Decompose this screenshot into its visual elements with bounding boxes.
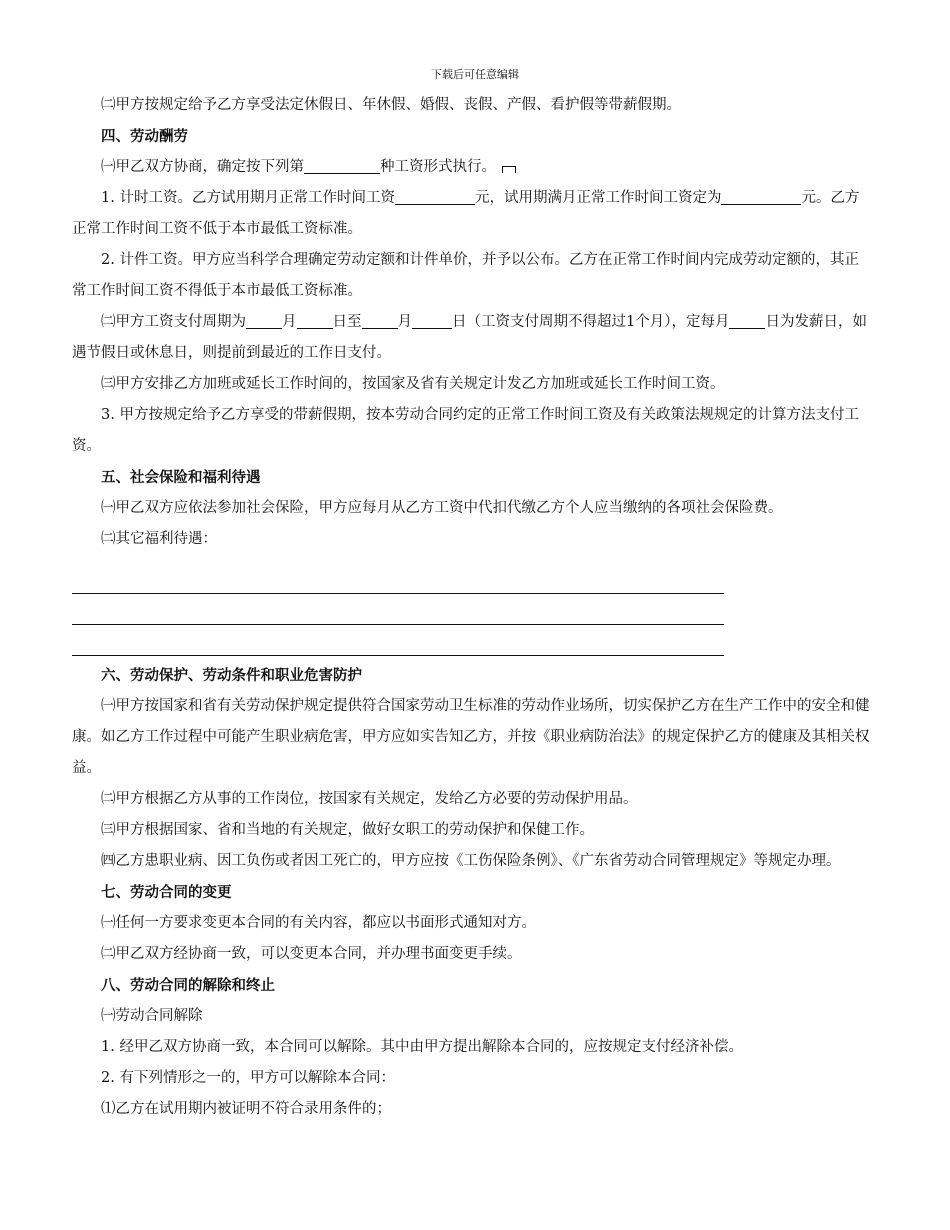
text-segment: 月 <box>397 314 412 330</box>
blank-field[interactable] <box>362 310 398 329</box>
fill-line[interactable] <box>72 625 724 656</box>
text-segment: ㈡甲方工资支付周期为 <box>101 314 246 330</box>
paragraph-overtime: ㈢甲方安排乙方加班或延长工作时间的，按国家及省有关规定计发乙方加班或延长工作时间工资。 <box>101 376 725 392</box>
paragraph-pay-cycle <box>72 307 872 369</box>
blank-field[interactable] <box>721 186 801 205</box>
text-segment: 1. 计时工资。乙方试用期月正常工作时间工资 <box>101 190 395 206</box>
paragraph-time-wage <box>72 183 872 245</box>
benefits-fill-lines <box>72 555 872 660</box>
text-segment: 日至 <box>332 314 362 330</box>
blank-field[interactable] <box>412 310 452 329</box>
blank-field[interactable] <box>395 186 475 205</box>
paragraph-probation-condition: ⑴乙方在试用期内被证明不符合录用条件的； <box>101 1101 391 1117</box>
text-segment: 元，试用期满月正常工作时间工资定为 <box>474 190 722 206</box>
text-segment: 种工资形式执行。 <box>380 159 496 175</box>
paragraph-paid-leave: ㈡甲方按规定给予乙方享受法定休假日、年休假、婚假、丧假、产假、看护假等带薪假期。 <box>101 97 681 113</box>
page-header: 下载后可任意编辑 <box>431 68 519 81</box>
blank-field[interactable] <box>729 310 765 329</box>
fill-line[interactable] <box>72 563 724 594</box>
fill-line[interactable] <box>72 594 724 625</box>
section-title-remuneration: 四、劳动酬劳 <box>101 128 188 145</box>
paragraph-wage-form <box>72 152 872 183</box>
paragraph-change-notice: ㈠任何一方要求变更本合同的有关内容，都应以书面形式通知对方。 <box>101 915 536 931</box>
blank-field[interactable] <box>297 310 333 329</box>
section-title-insurance: 五、社会保险和福利待遇 <box>101 469 261 486</box>
paragraph-other-benefits: ㈡其它福利待遇： <box>101 531 217 547</box>
blank-field[interactable] <box>304 155 380 174</box>
section-title-termination: 八、劳动合同的解除和终止 <box>101 977 275 994</box>
paragraph-change-agreement: ㈡甲乙双方经协商一致，可以变更本合同，并办理书面变更手续。 <box>101 946 522 962</box>
section-title-labor-protection: 六、劳动保护、劳动条件和职业危害防护 <box>101 667 362 684</box>
blank-field[interactable] <box>246 310 282 329</box>
paragraph-employer-termination: 2. 有下列情形之一的，甲方可以解除本合同： <box>101 1070 395 1086</box>
text-segment: 元。乙方正常工作时间工资不低于本市最低工资标准。 <box>72 190 860 237</box>
paragraph-female-workers: ㈢甲方根据国家、省和当地的有关规定，做好女职工的劳动保护和保健工作。 <box>101 822 594 838</box>
paragraph-piece-wage: 2. 计件工资。甲方应当科学合理确定劳动定额和计件单价，并予以公布。乙方在正常工作时间内完成劳动定额的，其正常工作时间工资不得低于本市最低工资标准。 <box>72 252 859 299</box>
paragraph-workplace-safety: ㈠甲方按国家和省有关劳动保护规定提供符合国家劳动卫生标准的劳动作业场所，切实保护乙方在生产工作中的安全和健康。如乙方工作过程中可能产生职业病危害，甲方应如实告知乙方，并按《职业病防治法》的规定保护乙方的健康及其相关权益。 <box>72 698 870 776</box>
paragraph-social-insurance: ㈠甲乙双方应依法参加社会保险，甲方应每月从乙方工资中代扣代缴乙方个人应当缴纳的各项社会保险费。 <box>101 500 783 516</box>
paragraph-occupational-injury: ㈣乙方患职业病、因工负伤或者因工死亡的，甲方应按《工伤保险条例》、《广东省劳动合同管理规定》等规定办理。 <box>101 853 841 869</box>
text-segment: 日（工资支付周期不得超过1个月），定每月 <box>452 314 730 330</box>
text-segment: 月 <box>282 314 297 330</box>
section-title-contract-change: 七、劳动合同的变更 <box>101 884 232 901</box>
text-segment: 日为发薪日，如遇节假日或休息日，则提前到最近的工作日支付。 <box>72 314 867 361</box>
text-segment: ㈠甲乙双方协商，确定按下列第 <box>101 159 304 175</box>
paragraph-protective-equipment: ㈡甲方根据乙方从事的工作岗位，按国家有关规定，发给乙方必要的劳动保护用品。 <box>101 791 638 807</box>
contract-body <box>72 90 872 1125</box>
edit-mark-icon <box>502 166 516 173</box>
paragraph-paid-leave-wage: 3. 甲方按规定给予乙方享受的带薪假期，按本劳动合同约定的正常工作时间工资及有关政策法规规定的计算方法支付工资。 <box>72 407 859 454</box>
paragraph-termination-heading: ㈠劳动合同解除 <box>101 1008 203 1024</box>
paragraph-mutual-termination: 1. 经甲乙双方协商一致，本合同可以解除。其中由甲方提出解除本合同的，应按规定支付经济补偿。 <box>101 1039 743 1055</box>
